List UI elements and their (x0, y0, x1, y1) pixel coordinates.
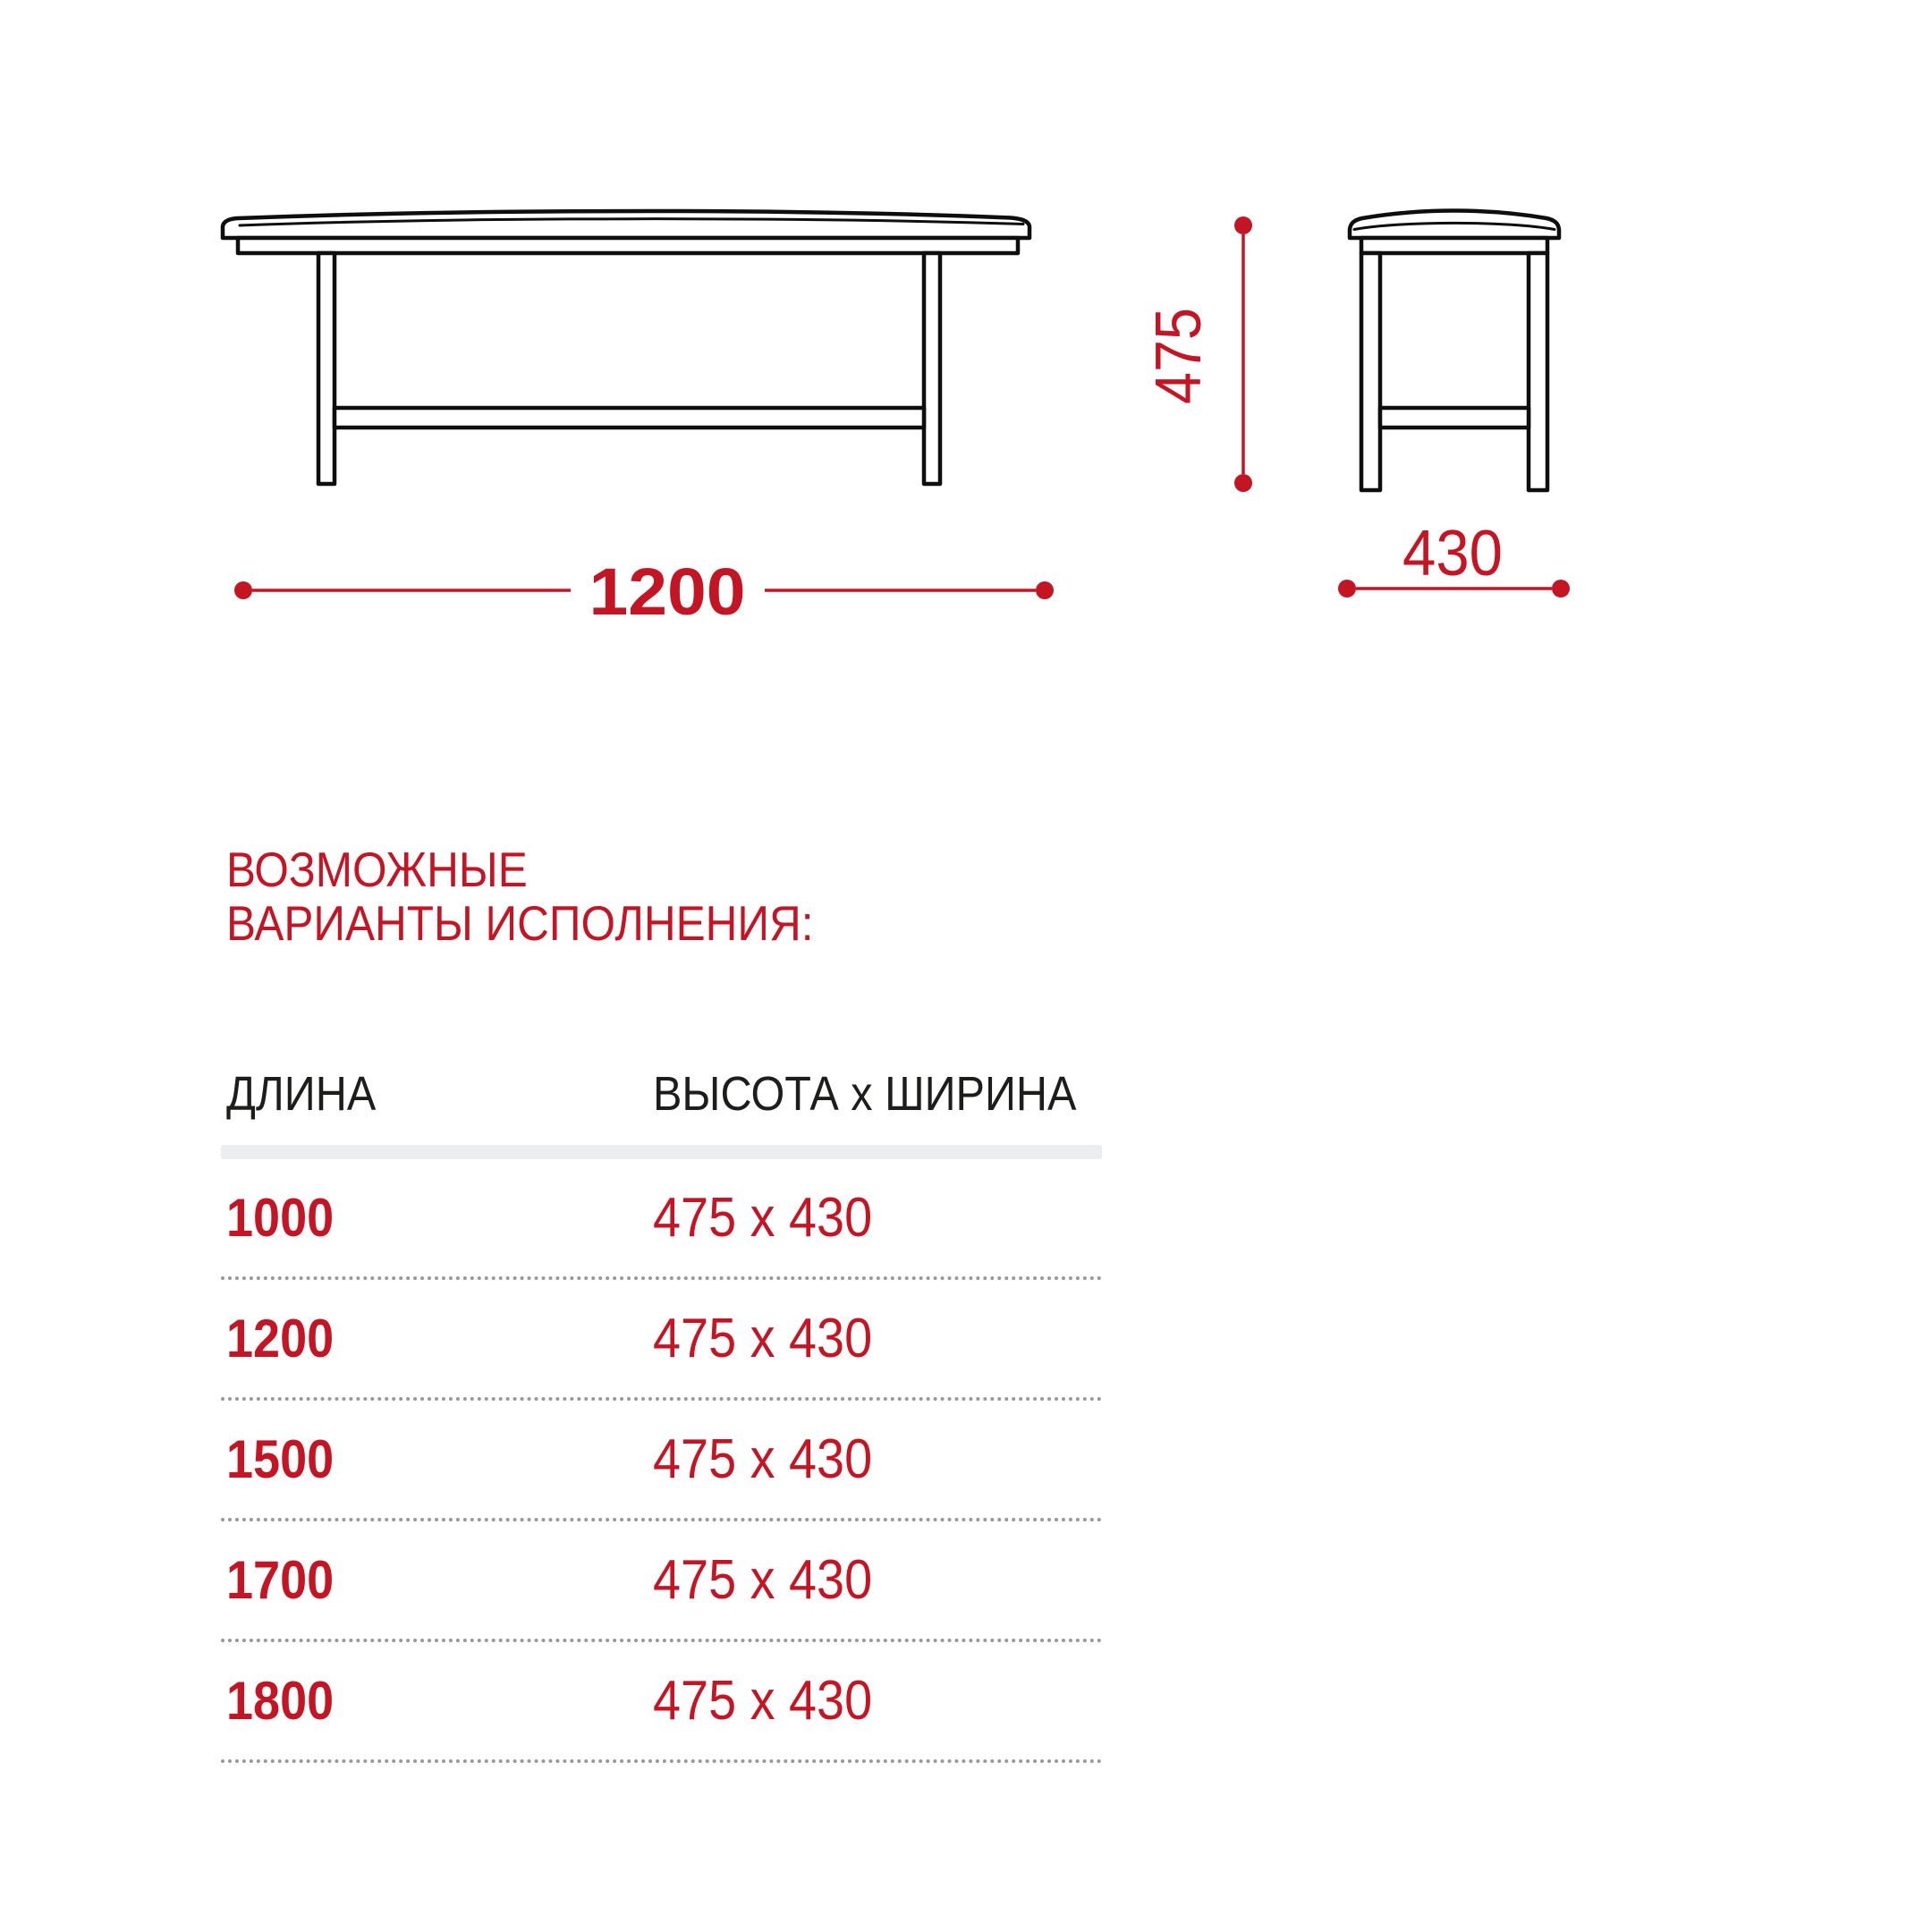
dimension-dot (1234, 474, 1252, 492)
variants-table (221, 1159, 1102, 1763)
row-size-value: 475 x 430 (653, 1428, 873, 1490)
variants-heading-line1: ВОЗМОЖНЫЕ (226, 842, 528, 897)
row-length-value: 1700 (226, 1550, 335, 1610)
dimension-dot (1552, 580, 1570, 597)
dimension-dot (234, 581, 252, 599)
column-header-length: ДЛИНА (226, 1067, 377, 1121)
dimension-dot (1234, 216, 1252, 234)
column-header-height-width: ВЫСОТА x ШИРИНА (653, 1067, 1077, 1121)
front-length-dimension-label: 1200 (589, 555, 746, 629)
bench-left-leg-front (318, 253, 335, 484)
bench-stretcher-front (335, 408, 924, 428)
variants-heading-line2: ВАРИАНТЫ ИСПОЛНЕНИЯ: (226, 895, 814, 951)
variants-heading (226, 843, 878, 950)
side-width-dimension-label: 430 (1402, 518, 1503, 589)
row-size-value: 475 x 430 (653, 1308, 873, 1369)
table-row (221, 1159, 1102, 1280)
front-view-drawing (152, 201, 1064, 629)
table-header-row (0, 1066, 1932, 1120)
row-length-value: 1500 (226, 1429, 335, 1489)
bench-stretcher-side (1380, 408, 1529, 428)
table-row (221, 1401, 1102, 1521)
bench-apron-side (1361, 238, 1547, 253)
table-row (221, 1642, 1102, 1763)
dimension-dot (1338, 580, 1356, 597)
table-row (221, 1280, 1102, 1401)
row-size-value: 475 x 430 (653, 1549, 873, 1611)
bench-left-leg-side (1361, 253, 1380, 490)
row-size-value: 475 x 430 (653, 1670, 873, 1732)
side-height-dimension-label: 475 (1143, 296, 1215, 404)
bench-right-leg-front (924, 253, 940, 484)
row-size-value: 475 x 430 (653, 1187, 873, 1249)
bench-right-leg-side (1529, 253, 1547, 490)
row-length-value: 1200 (226, 1309, 335, 1368)
bench-seat-front (223, 211, 1030, 238)
bench-apron-front (238, 238, 1018, 253)
dimension-dot (1036, 581, 1054, 599)
row-length-value: 1800 (226, 1671, 335, 1731)
row-length-value: 1000 (226, 1188, 335, 1248)
table-row (221, 1521, 1102, 1642)
header-divider-band (221, 1145, 1102, 1159)
side-view-drawing (1136, 201, 1655, 622)
